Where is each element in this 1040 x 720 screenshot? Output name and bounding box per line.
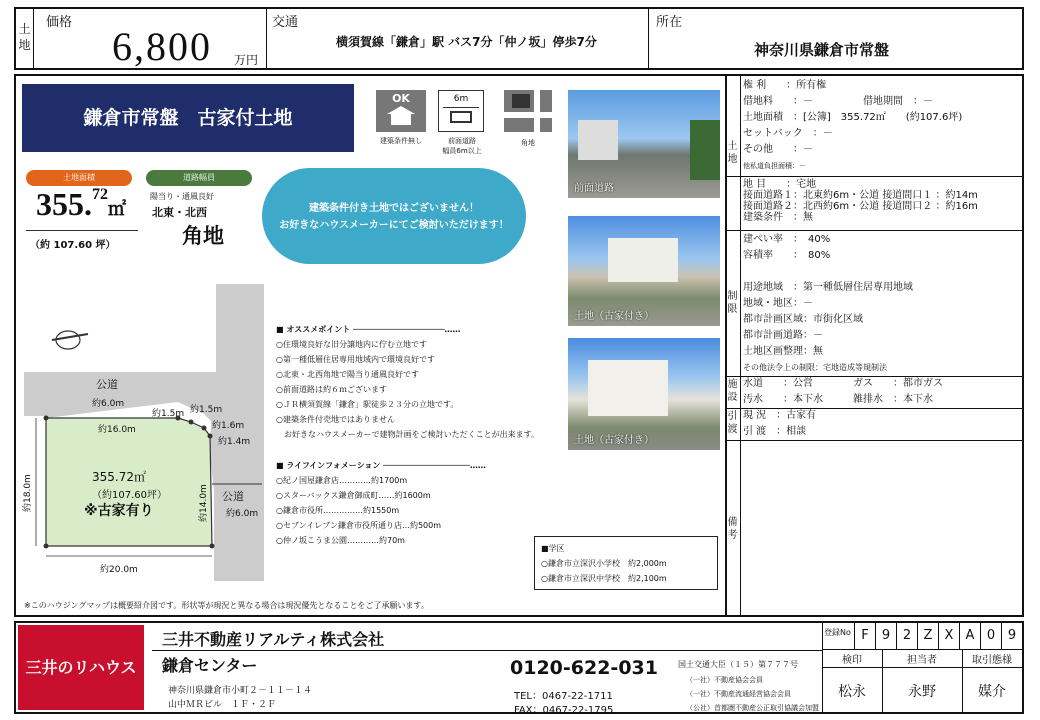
plan-chamfer-4: 約1.4m	[218, 437, 251, 447]
spec-row: 接面道路２：北西約6m・公道 接道間口２ ：約16m	[743, 201, 978, 212]
area-tag: 土地面積	[26, 170, 132, 186]
bubble-line-2: お好きなハウスメーカーにてご検討いただけます！	[279, 220, 509, 231]
no-condition-icon: OK	[376, 90, 426, 132]
side-remarks: 備考	[727, 517, 738, 541]
address-2: 山中ＭＲビル １Ｆ・２Ｆ	[168, 700, 277, 710]
points-title: ■ オススメポイント ───────────────────……	[276, 325, 461, 334]
plan-road-right-width: 約6.0m	[226, 509, 259, 519]
spec-row: 地域・地区：－	[743, 298, 813, 309]
school-box	[534, 536, 718, 590]
plan-old-house-note: ※古家有り	[84, 503, 154, 519]
area-value: 355.72㎡	[36, 186, 126, 222]
spec-row: 接面道路１：北東約6m・公道 接道間口１ ：約14m	[743, 190, 978, 201]
north-arrow-icon	[52, 331, 88, 349]
school-item: ○鎌倉市立深沢小学校 約2,000m	[541, 559, 667, 568]
road-width-caption: 前面道路 幅員6m以上	[442, 137, 482, 155]
branch-name: 鎌倉センター	[162, 656, 258, 675]
corner-lot-icon	[504, 90, 552, 132]
spec-row: 土地区画整理：無	[743, 346, 823, 357]
side-infra: 施設	[727, 379, 738, 403]
photo-land-1	[568, 216, 720, 326]
association-3: （公社）首都圏不動産公正取引協議会加盟	[686, 704, 819, 712]
spec-row: 容積率 ： 80%	[743, 250, 831, 261]
corner-label: 角地	[182, 224, 224, 248]
company-name: 三井不動産リアルティ株式会社	[162, 630, 385, 649]
spec-row: 権 利 ：所有権	[743, 80, 827, 91]
photo-caption: 土地（古家付き）	[574, 311, 654, 322]
bubble-line-1: 建築条件付き土地ではございません！	[309, 203, 479, 214]
toll-free-phone: 0120-622-031	[510, 657, 658, 679]
spec-row: セットバック ：－	[743, 128, 833, 139]
license-number: 国土交通大臣（１５）第７７７号	[678, 660, 798, 669]
spec-infra	[740, 376, 1026, 408]
reg-label: 登録No	[824, 628, 851, 637]
spec-row: 引 渡 ：相談	[743, 426, 807, 437]
photo-land-2	[568, 338, 720, 450]
spec-row: 現 況 ：古家有	[743, 410, 817, 421]
point-item: ○第一種低層住居専用地域内で環境良好です	[276, 355, 435, 364]
footer	[14, 621, 1024, 714]
life-item: ○スターバックス鎌倉御成町……約1600m	[276, 491, 431, 500]
info-bubble	[262, 168, 526, 264]
spec-road	[740, 179, 1026, 223]
reg-number: F 9 2 Z X A 0 9	[854, 623, 1022, 649]
photo-caption: 土地（古家付き）	[574, 435, 654, 446]
spec-row: 水道 ：公営 ガス ：都市ガス	[743, 378, 943, 389]
spec-land	[740, 78, 1026, 174]
price-label: 価格	[46, 15, 73, 30]
header	[14, 7, 1024, 70]
association-1: （一社）不動産協会会員	[686, 676, 763, 684]
recommend-points	[276, 322, 566, 442]
road-tag: 道路幅員	[146, 170, 252, 186]
staff-value: 永野	[908, 684, 936, 700]
no-condition-caption: 建築条件無し	[380, 137, 422, 145]
type-label: 取引態様	[972, 655, 1012, 666]
address-1: 神奈川県鎌倉市小町２－１１－１４	[168, 686, 313, 696]
road-note: 陽当り・通風良好	[150, 192, 214, 201]
road-direction: 北東・北西	[152, 206, 207, 219]
plan-chamfer-2: 約1.5m	[190, 405, 223, 415]
spec-row: 地 目 ：宅地	[743, 179, 817, 190]
side-handover: 引渡	[727, 411, 738, 435]
spec-row: 建築条件 ：無	[743, 212, 813, 223]
location-text: 神奈川県鎌倉市常盤	[754, 41, 890, 59]
price-value: 6,800	[112, 24, 212, 69]
road-width-icon: 6m	[438, 90, 484, 132]
area-tsubo: （約 107.60 坪）	[30, 240, 116, 251]
spec-row	[743, 264, 1026, 280]
spec-row: 汚水 ：本下水 雑排水 ：本下水	[743, 394, 933, 405]
brand-logo: 三井のリハウス	[18, 625, 144, 710]
spec-row: 土地面積 ：[公簿] 355.72㎡ (約107.6坪)	[743, 112, 963, 123]
spec-row: 建ぺい率 ： 40%	[743, 234, 831, 245]
fax-number: FAX：0467-22-1795	[514, 705, 614, 716]
disclaimer: ※このハウジングマップは概要紹介図です。形状等が現況と異なる場合は現況優先となることをご了承願います。	[24, 601, 429, 610]
spec-row: 都市計画道路：－	[743, 330, 823, 341]
check-value: 松永	[838, 684, 866, 700]
school-title: ■学区	[541, 544, 565, 553]
plan-lot-area: 355.72㎡	[92, 470, 146, 484]
spec-limit	[740, 232, 1026, 376]
point-item: ○前面道路は約６ｍございます	[276, 385, 387, 394]
life-item: ○紀ノ国屋鎌倉店…………約1700m	[276, 476, 408, 485]
spec-row: その他 ：－	[743, 144, 813, 155]
school-item: ○鎌倉市立深沢中学校 約2,100m	[541, 574, 667, 583]
plan-lot-tsubo: （約107.60坪）	[92, 490, 167, 501]
plan-width-16: 約16.0m	[98, 425, 136, 435]
plan-road-top: 公道	[96, 378, 118, 391]
main-panel	[14, 74, 1024, 617]
photo-front-road	[568, 90, 720, 198]
type-value: 媒介	[978, 684, 1006, 700]
point-item: ○北東・北西角地で陽当り通風良好です	[276, 370, 419, 379]
life-item: ○仲ノ坂こうま公園…………約70m	[276, 536, 405, 545]
spec-handover	[740, 408, 1026, 440]
side-limit: 制限	[727, 291, 738, 315]
spec-row: 他私道負担面積：－	[743, 162, 806, 170]
plan-road-right: 公道	[222, 490, 244, 503]
life-item: ○セブンイレブン鎌倉市役所通り店…約500m	[276, 521, 442, 530]
life-item: ○鎌倉市役所……………約1550m	[276, 506, 400, 515]
spec-row: 借地料 ：－ 借地期間 ：－	[743, 96, 933, 107]
plan-width-20: 約20.0m	[100, 565, 138, 575]
plan-height-14: 約14.0m	[199, 484, 209, 522]
plan-road-top-width: 約6.0m	[92, 399, 125, 409]
photo-caption: 前面道路	[574, 183, 614, 194]
point-item: ○住環境良好な旧分譲地内に佇む立地です	[276, 340, 427, 349]
corner-lot-caption: 角地	[521, 139, 535, 147]
location-label: 所在	[656, 15, 683, 30]
point-item: お好きなハウスメーカーで建物計画をご検討いただくことが出来ます。	[276, 430, 539, 439]
point-item: ○建築条件付売地ではありません	[276, 415, 395, 424]
spec-row: 用途地域 ：第一種低層住居専用地域	[743, 282, 913, 293]
plan-chamfer-3: 約1.6m	[212, 421, 245, 431]
check-label: 検印	[842, 655, 862, 666]
access-text: 横須賀線「鎌倉」駅 バス7分「仲ノ坂」停歩7分	[336, 35, 597, 49]
association-2: （一社）不動産流通経営協会会員	[686, 690, 791, 698]
plan-chamfer-1: 約1.5m	[152, 409, 185, 419]
category-label: 土地	[16, 9, 34, 68]
point-item: ○ＪＲ横須賀線「鎌倉」駅徒歩２３分の立地です。	[276, 400, 459, 409]
side-land: 土地	[727, 141, 738, 165]
spec-row: 都市計画区域：市街化区域	[743, 314, 863, 325]
life-info	[276, 458, 566, 548]
plan-height-18: 約18.0m	[23, 474, 33, 512]
banner-title: 鎌倉市常盤 古家付土地	[22, 84, 354, 152]
spec-row: その他法令上の制限：宅地造成等規制法	[743, 363, 887, 372]
life-title: ■ ライフインフォメーション ──────────────────……	[276, 461, 486, 470]
access-label: 交通	[272, 15, 299, 30]
tel-number: TEL：0467-22-1711	[514, 691, 613, 702]
price-unit: 万円	[234, 53, 259, 67]
staff-label: 担当者	[907, 655, 937, 666]
